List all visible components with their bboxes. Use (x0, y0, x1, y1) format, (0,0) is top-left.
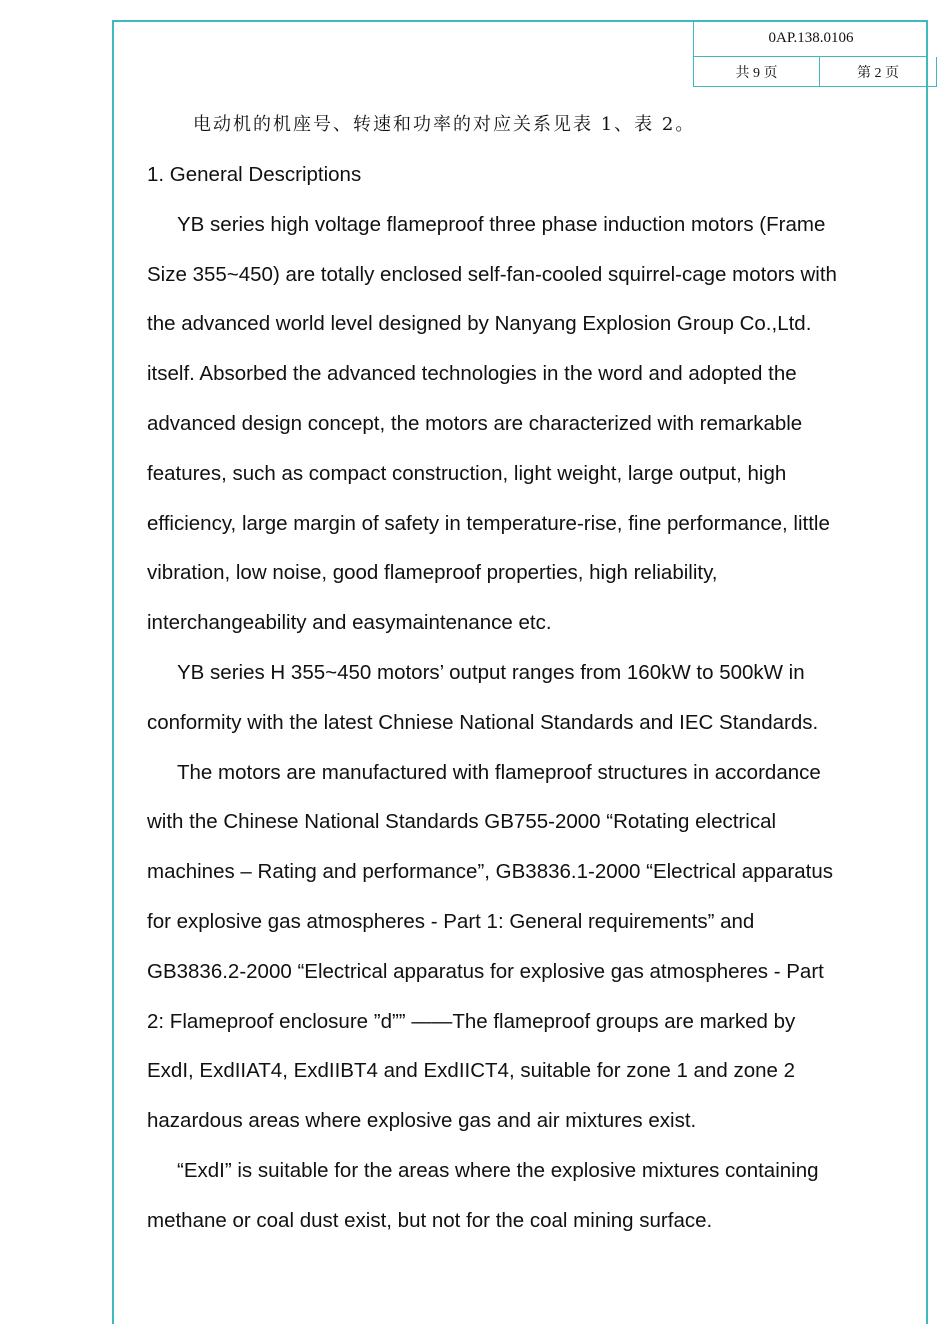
text-line: for explosive gas atmospheres - Part 1: General requirements” and (147, 909, 755, 933)
text-line: interchangeability and easymaintenance etc. (147, 611, 552, 635)
paragraph-exdi (147, 1146, 907, 1246)
text-line: 2: Flameproof enclosure ”d”” ——The flameproof groups are marked by (147, 1009, 796, 1033)
page-total: 共 9 页 (693, 57, 819, 87)
paragraph-overview (147, 200, 907, 648)
text-line: machines – Rating and performance”, GB3836.1-2000 “Electrical apparatus (147, 860, 833, 884)
page-current: 第 2 页 (819, 57, 937, 87)
document-code: 0AP.138.0106 (693, 20, 928, 57)
text-line: with the Chinese National Standards GB755-2000 “Rotating electrical (147, 810, 777, 834)
text-line: YB series high voltage flameproof three phase induction motors (Frame (177, 212, 826, 236)
text-line: methane or coal dust exist, but not for the coal mining surface. (147, 1208, 713, 1232)
text-line: itself. Absorbed the advanced technologies in the word and adopted the (147, 362, 797, 386)
paragraph-standards (147, 748, 907, 1146)
text-line: ExdI, ExdIIAT4, ExdIIBT4 and ExdIICT4, suitable for zone 1 and zone 2 (147, 1059, 796, 1083)
paragraph-output-range (147, 648, 907, 748)
text-line: advanced design concept, the motors are characterized with remarkable (147, 411, 803, 435)
text-line: hazardous areas where explosive gas and air mixtures exist. (147, 1109, 697, 1133)
text-line: the advanced world level designed by Nanyang Explosion Group Co.,Ltd. (147, 312, 812, 336)
text-line: GB3836.2-2000 “Electrical apparatus for explosive gas atmospheres - Part (147, 959, 824, 983)
text-line: efficiency, large margin of safety in temperature-rise, fine performance, little (147, 511, 830, 535)
section-heading: 1. General Descriptions (147, 163, 362, 186)
text-line: YB series H 355~450 motors’ output ranges from 160kW to 500kW in (177, 660, 805, 684)
text-line: The motors are manufactured with flameproof structures in accordance (177, 760, 821, 784)
text-line: “ExdI” is suitable for the areas where the explosive mixtures containing (177, 1158, 819, 1182)
text-line: vibration, low noise, good flameproof properties, high reliability, (147, 561, 718, 585)
intro-chinese-line: 电动机的机座号、转速和功率的对应关系见表 1、表 2。 (193, 114, 696, 135)
document-body (147, 100, 907, 1246)
text-line: features, such as compact construction, light weight, large output, high (147, 461, 787, 485)
document-header-table (693, 20, 937, 88)
text-line: Size 355~450) are totally enclosed self-fan-cooled squirrel-cage motors with (147, 262, 837, 286)
text-line: conformity with the latest Chniese National Standards and IEC Standards. (147, 710, 819, 734)
